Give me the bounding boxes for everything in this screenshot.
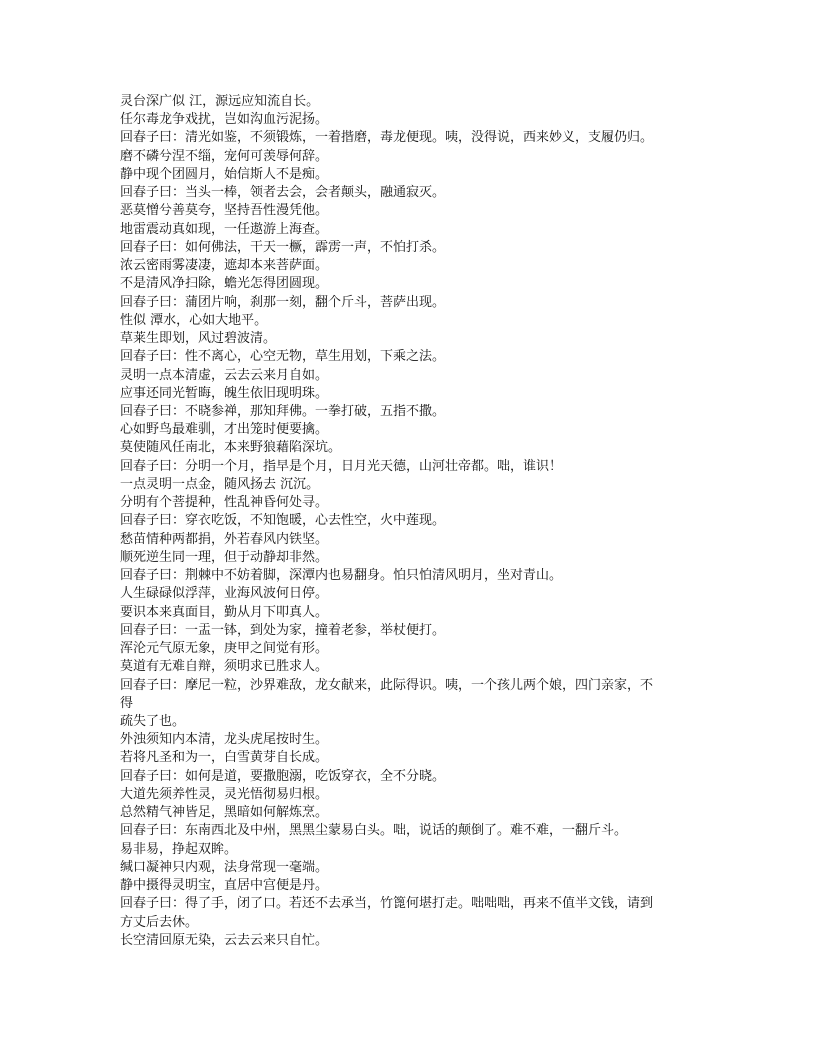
text-line: 浑沦元气原无象，庚甲之间觉有形。 [120,641,329,657]
text-line: 回春子曰：如何佛法，干天一橛，霹雳一声，不怕打杀。 [120,239,446,255]
text-line: 顺死逆生同一理，但于动静却非然。 [120,549,329,565]
text-line: 方丈后去休。 [120,914,199,930]
text-line: 心如野鸟最难驯，才出笼时便要擒。 [120,422,329,438]
text-line: 莫使随风任南北，本来野狼藉陷深坑。 [120,440,342,456]
text-line: 草莱生即划，风过碧波清。 [120,331,277,347]
text-line: 回春子曰：一盂一钵，到处为家，撞着老参，举杖便打。 [120,622,446,638]
text-line: 大道先须养性灵，灵光悟彻易归根。 [120,786,329,802]
text-line: 性似 潭水，心如大地平。 [120,312,268,328]
text-line: 回春子曰：性不离心，心空无物，草生用划，下乘之法。 [120,349,446,365]
text-line: 回春子曰：当头一棒，领者去会，会者颠头，融通寂灭。 [120,185,446,201]
text-line: 回春子曰：荆棘中不妨着脚，深潭内也易翻身。怕只怕清风明月，坐对青山。 [120,568,563,584]
text-line: 缄口凝神只内观，法身常现一毫端。 [120,859,329,875]
text-line: 得 [120,695,134,711]
text-line: 回春子曰：分明一个月，指早是个月，日月光天德，山河壮帝都。咄，谁识！ [120,458,563,474]
text-line: 回春子曰：穿衣吃饭，不知饱暖，心去性空，火中莲现。 [120,513,446,529]
text-line: 若将凡圣和为一，白雪黄芽自长成。 [120,750,329,766]
text-line: 回春子曰：东南西北及中州，黑黑尘蒙易白头。咄，说话的颠倒了。难不难，一翻斤斗。 [120,823,628,839]
text-line: 静中现个团圆月，始信斯人不是痴。 [120,166,329,182]
text-line: 莫道有无难自辩，须明求已胜求人。 [120,659,329,675]
text-line: 灵明一点本清虚，云去云来月自如。 [120,367,329,383]
text-line: 地雷震动真如现，一任遨游上海查。 [120,221,329,237]
text-line: 不是清风净扫除，蟾光怎得团圆现。 [120,276,329,292]
text-line: 回春子曰：得了手，闭了口。若还不去承当，竹篦何堪打走。咄咄咄，再来不值半文钱，请到 [120,896,654,912]
text-line: 回春子曰：不晓参禅，那知拜佛。一拳打破，五指不撒。 [120,403,446,419]
document-page [120,93,720,950]
text-line: 长空清回原无染，云去云来只自忙。 [120,932,329,948]
text-line: 磨不磷兮涅不缁，宠何可羡辱何辞。 [120,148,329,164]
text-line: 静中摄得灵明宝，直居中宫便是丹。 [120,878,329,894]
text-line: 要识本来真面目，勤从月下叩真人。 [120,604,329,620]
text-line: 浓云密雨雾凄凄，遮却本来菩萨面。 [120,258,329,274]
text-line: 恶莫憎兮善莫夸，坚持吾性漫凭他。 [120,203,329,219]
text-line: 总然精气神皆足，黑暗如何解炼烹。 [120,805,329,821]
text-line: 任尔毒龙争戏扰，岂如沟血污泥扬。 [120,112,329,128]
text-line: 外浊须知内本清，龙头虎尾按时生。 [120,732,329,748]
text-line: 疏失了也。 [120,713,186,729]
text-line: 易非易，挣起双眸。 [120,841,238,857]
text-line: 回春子曰：清光如鉴，不须锻炼，一着揩磨，毒龙便现。咦，没得说，西来妙义，支履仍归。 [120,130,654,146]
text-line: 愁苗情种两都捐，外若春风内铁坚。 [120,531,329,547]
text-line: 应事还同光暂晦，魄生依旧现明珠。 [120,385,329,401]
text-line: 一点灵明一点金，随风扬去 沉沉。 [120,476,320,492]
text-line: 人生碌碌似浮萍，业海风波何日停。 [120,586,329,602]
text-line: 回春子曰：蒲团片响，刹那一刻，翻个斤斗，菩萨出现。 [120,294,446,310]
text-line: 回春子曰：摩尼一粒，沙界难敌，龙女献来，此际得识。咦，一个孩儿两个娘，四门亲家，不 [120,677,654,693]
text-line: 回春子曰：如何是道，要撒胞溺，吃饭穿衣，全不分晓。 [120,768,446,784]
text-line: 灵台深广似 江，源远应知流自长。 [120,94,320,109]
text-line: 分明有个菩提种，性乱神昏何处寻。 [120,495,329,511]
